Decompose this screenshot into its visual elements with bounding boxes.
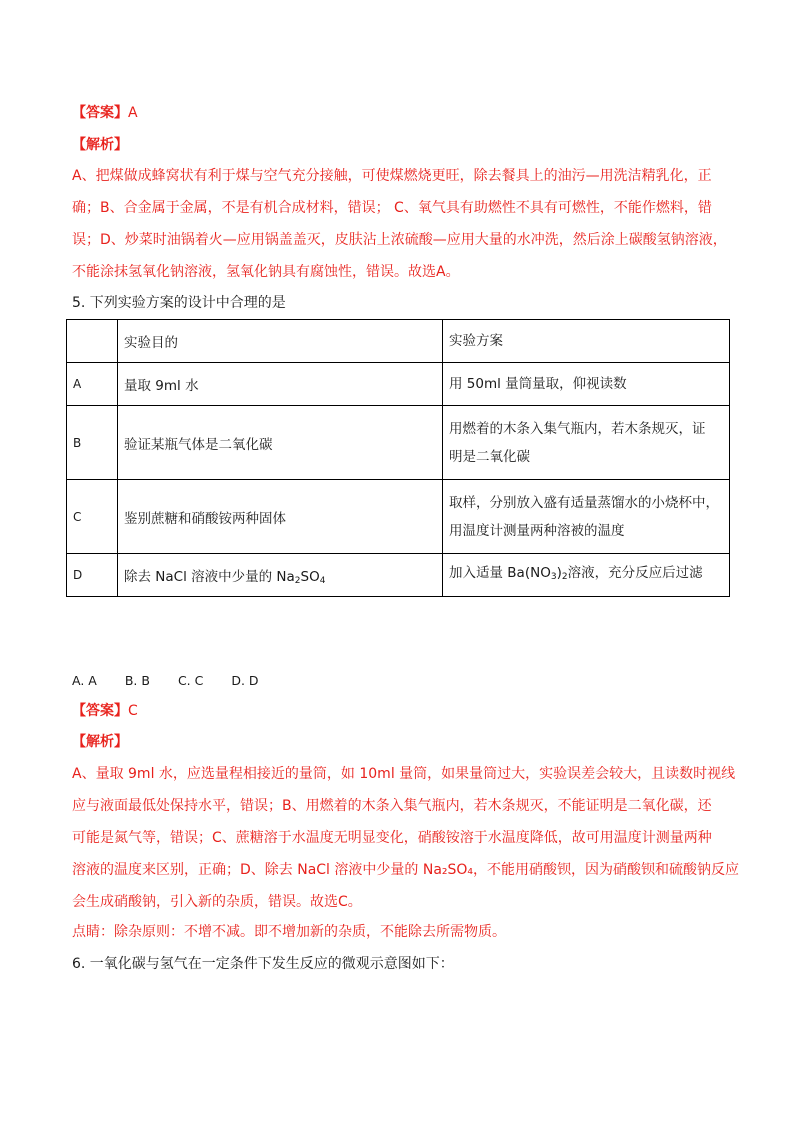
- subscript: 4: [319, 575, 326, 586]
- goal-cell: 量取 9ml 水: [118, 363, 443, 406]
- header-cell: 实验方案: [443, 320, 730, 363]
- q4-analysis: [72, 160, 727, 288]
- analysis-line: 会生成硝酸钠，引入新的杂质，错误。故选C。: [72, 894, 362, 910]
- plan-line: 明是二氧化碳: [449, 448, 530, 465]
- option-c: C. C: [177, 673, 204, 688]
- analysis-line: 不能涂抹氢氧化钠溶液，氢氧化钠具有腐蚀性，错误。故选A。: [72, 264, 460, 280]
- analysis-line: A、把煤做成蜂窝状有利于煤与空气充分接触，可使煤燃烧更旺，除去餐具上的油污—用洗洁精乳化，正: [72, 168, 712, 184]
- option-d: D. D: [231, 673, 259, 688]
- option-b: B. B: [124, 673, 150, 688]
- table-row: [67, 554, 730, 597]
- option-cell: C: [67, 480, 118, 554]
- subscript: 2: [294, 575, 301, 586]
- q6-stem: 6. 一氧化碳与氢气在一定条件下发生反应的微观示意图如下：: [72, 956, 454, 972]
- analysis-line: 可能是氮气等，错误；C、蔗糖溶于水温度无明显变化，硝酸铵溶于水温度降低，故可用温度计测量两种: [72, 830, 712, 846]
- table-row: [67, 480, 730, 554]
- plan-cell: [443, 554, 730, 597]
- analysis-line: A、量取 9ml 水，应选量程相接近的量筒，如 10ml 量筒，如果量筒过大，实验误差会较大，且读数时视线: [72, 766, 736, 782]
- goal-text: SO: [300, 568, 320, 585]
- analysis-line: 确；B、合金属于金属，不是有机合成材料，错误； C、氧气具有助燃性不具有可燃性，不能作燃料，错: [72, 200, 712, 216]
- goal-cell: [118, 554, 443, 597]
- table-row: [67, 406, 730, 480]
- plan-line: 用温度计测量两种溶被的温度: [449, 522, 625, 539]
- plan-cell: [443, 406, 730, 480]
- q5-note: 点睛：除杂原则：不增不减。即不增加新的杂质，不能除去所需物质。: [72, 924, 506, 940]
- experiment-table: [66, 319, 730, 597]
- q4-analysis-label: 【解析】: [72, 137, 128, 153]
- plan-text: ): [556, 565, 562, 581]
- plan-line: 用燃着的木条入集气瓶内，若木条规灭，证: [449, 420, 706, 437]
- option-cell: A: [67, 363, 118, 406]
- plan-cell: [443, 480, 730, 554]
- q5-answer: [72, 701, 138, 721]
- plan-line: 取样，分别放入盛有适量蒸馏水的小烧杯中，: [449, 494, 719, 511]
- goal-cell: 鉴别蔗糖和硝酸铵两种固体: [118, 480, 443, 554]
- header-cell: 实验目的: [118, 320, 443, 363]
- table-header-row: [67, 320, 730, 363]
- header-cell: [67, 320, 118, 363]
- answer-value: C: [128, 703, 138, 719]
- goal-text: 除去 NaCl 溶液中少量的 Na: [124, 568, 295, 585]
- q5-analysis: [72, 758, 740, 918]
- subscript: 2: [561, 572, 568, 582]
- goal-cell: 验证某瓶气体是二氧化碳: [118, 406, 443, 480]
- q4-answer: [72, 103, 138, 123]
- plan-cell: 用 50ml 量筒量取，仰视读数: [443, 363, 730, 406]
- analysis-line: 误；D、炒菜时油锅着火—应用锅盖盖灭，皮肤沾上浓硫酸—应用大量的水冲洗，然后涂上碳酸氢钠溶液，: [72, 232, 727, 248]
- subscript: 3: [550, 572, 557, 582]
- plan-text: 加入适量 Ba(NO: [449, 565, 551, 581]
- q5-stem: 5. 下列实验方案的设计中合理的是: [72, 295, 286, 311]
- q5-options: [72, 671, 287, 691]
- answer-label: 【答案】: [72, 703, 128, 719]
- answer-value: A: [128, 105, 138, 121]
- analysis-line: 溶液的温度来区别，正确；D、除去 NaCl 溶液中少量的 Na₂SO₄，不能用硝酸钡，因为硝酸钡和硫酸钠反应: [72, 862, 740, 878]
- plan-text: 溶液，充分反应后过滤: [567, 565, 703, 581]
- option-cell: B: [67, 406, 118, 480]
- analysis-line: 应与液面最低处保持水平，错误；B、用燃着的木条入集气瓶内，若木条规灭，不能证明是二氧化碳，还: [72, 798, 712, 814]
- option-cell: D: [67, 554, 118, 597]
- table-row: [67, 363, 730, 406]
- answer-label: 【答案】: [72, 105, 128, 121]
- option-a: A. A: [72, 673, 97, 688]
- q5-analysis-label: 【解析】: [72, 734, 128, 750]
